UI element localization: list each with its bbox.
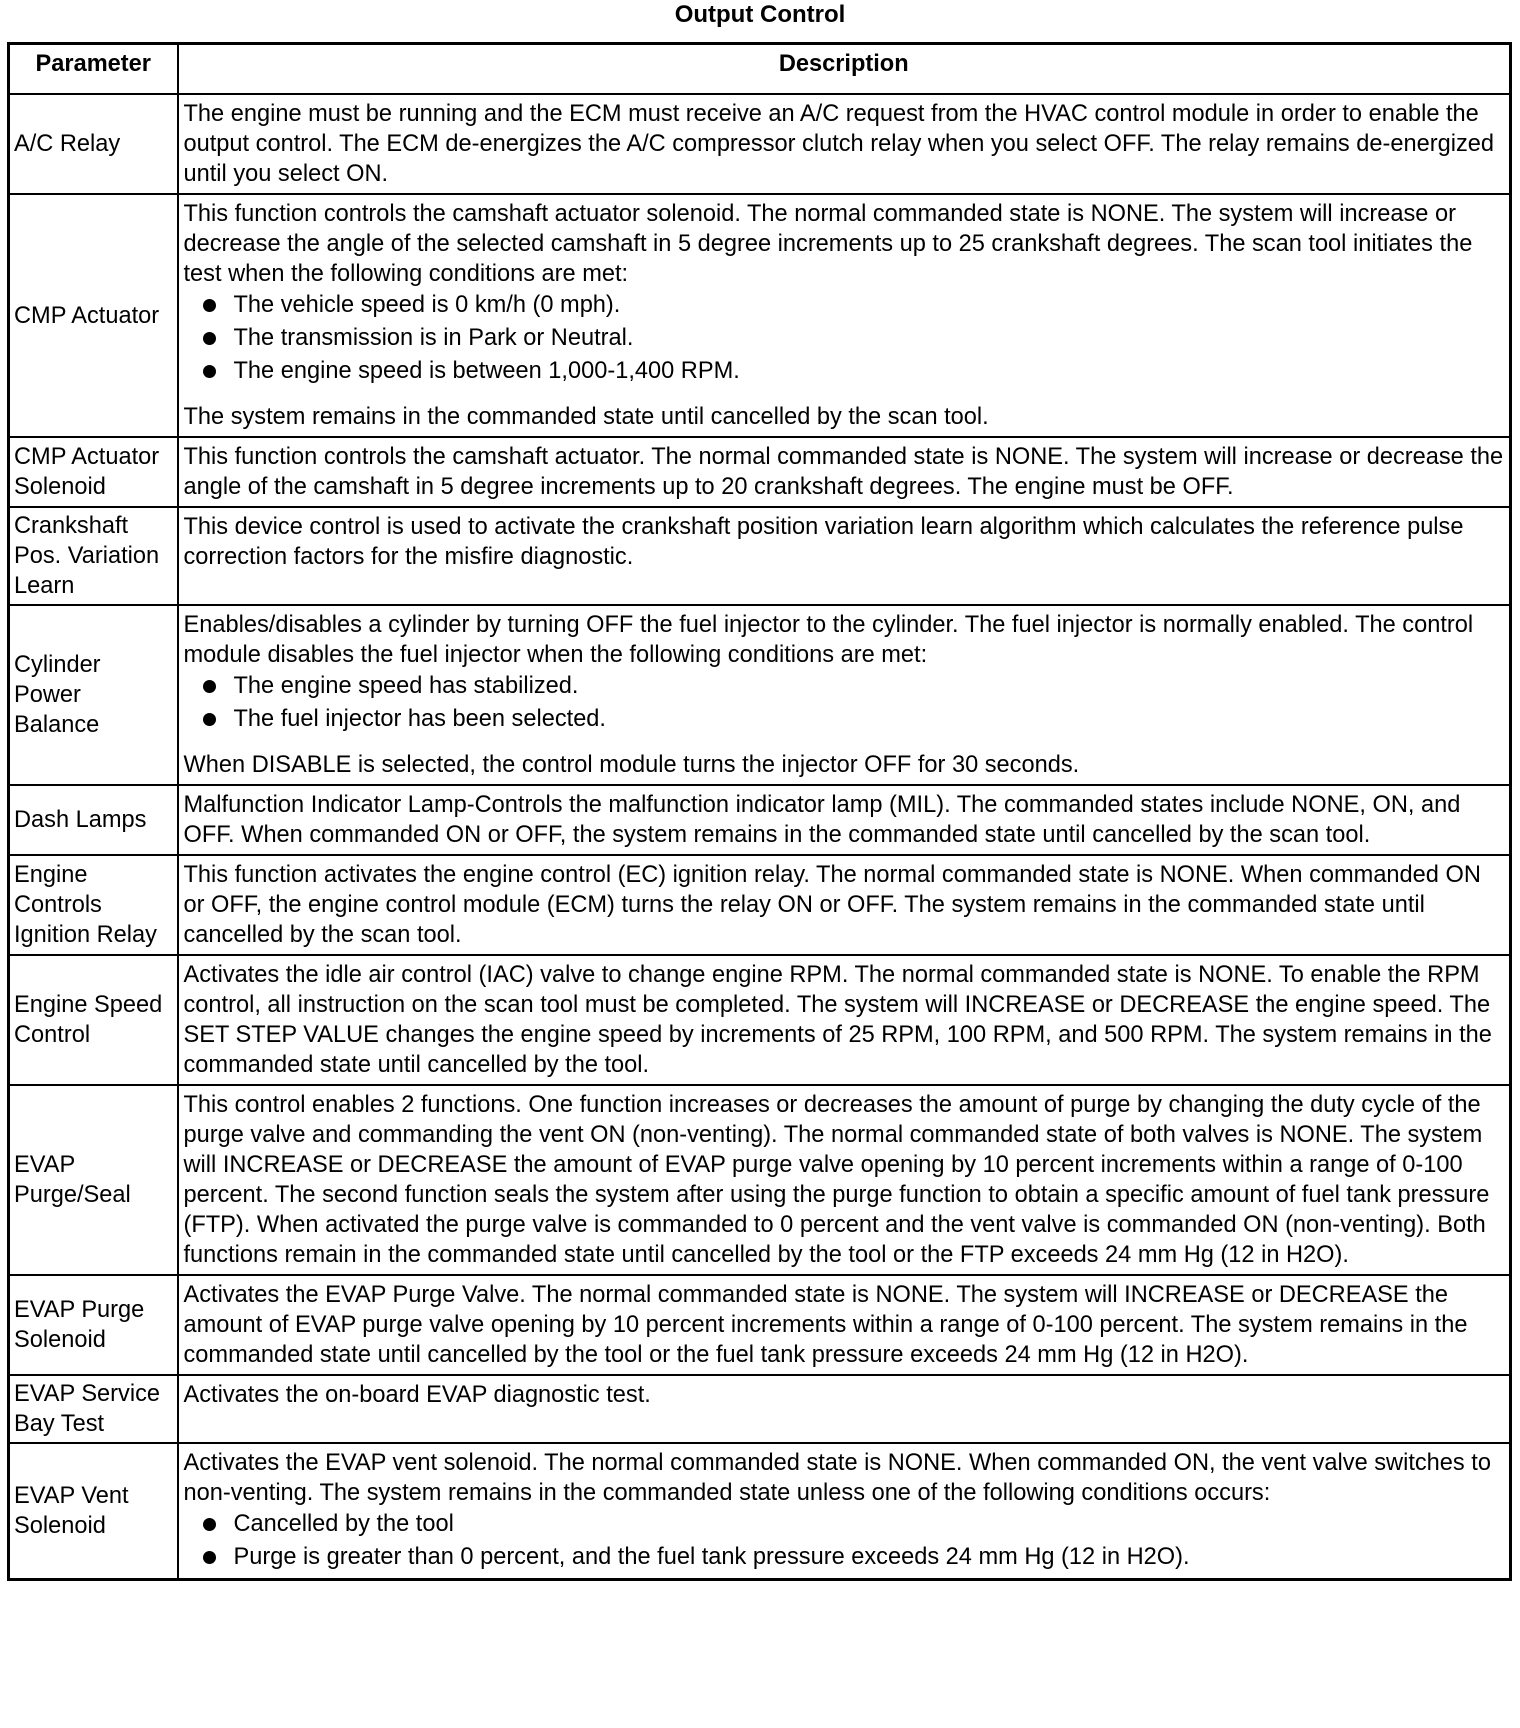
parameter-cell: Dash Lamps [9, 785, 178, 855]
table-row [9, 194, 1511, 437]
parameter-cell: CMP Actuator [9, 194, 178, 437]
list-item-text: The engine speed has stabilized. [233, 673, 579, 699]
description-text: This control enables 2 functions. One function increases or decreases the amount of purge by changing the duty cycle of the purge valve and commanding the vent ON (non-venting). The normal commanded state of both valves is NONE. The system will INCREASE or DECREASE the amount of EVAP purge valve opening by 10 percent increments within a range of 0-100 percent. The second function seals the system after using the purge function to obtain a specific amount of fuel tank pressure (FTP). When activated the purge valve is commanded to 0 percent and the vent valve is commanded ON (non-venting). Both functions remain in the commanded state until cancelled by the tool or the FTP exceeds 24 mm Hg (12 in H2O). [183, 1092, 1490, 1268]
description-text: This function controls the camshaft actuator solenoid. The normal commanded state is NONE. The system will increase or decrease the angle of the selected camshaft in 5 degree increments up to 25 crankshaft degrees. The scan tool initiates the test when the following conditions are met: [183, 201, 1473, 287]
list-item-text: Cancelled by the tool [233, 1511, 454, 1537]
description-text: This function activates the engine control (EC) ignition relay. The normal commanded state is NONE. When commanded ON or OFF, the engine control module (ECM) turns the relay ON or OFF. The system remains in the commanded state until cancelled by the scan tool. [183, 862, 1481, 948]
description-cell [178, 194, 1511, 437]
description-cell [178, 1085, 1511, 1275]
table-row [9, 437, 1511, 507]
list-item [184, 322, 1506, 355]
parameter-cell: CMP Actuator Solenoid [9, 437, 178, 507]
description-cell [178, 785, 1511, 855]
header-description: Description [178, 44, 1511, 95]
list-item-text: The vehicle speed is 0 km/h (0 mph). [233, 292, 621, 318]
description-cell [178, 605, 1511, 785]
description-followup-text: The system remains in the commanded state until cancelled by the scan tool. [183, 404, 989, 430]
condition-list [184, 1508, 1506, 1574]
list-item-text: The fuel injector has been selected. [233, 706, 606, 732]
description-cell [178, 855, 1511, 955]
table-row [9, 1443, 1511, 1580]
list-item [184, 1508, 1506, 1541]
bullet-icon [203, 299, 216, 312]
description-cell [178, 94, 1511, 194]
description-text: The engine must be running and the ECM must receive an A/C request from the HVAC control module in order to enable the output control. The ECM de-energizes the A/C compressor clutch relay when you select OFF. The relay remains de-energized until you select ON. [183, 101, 1495, 187]
list-item [184, 670, 1506, 703]
table-body [9, 94, 1511, 1580]
description-text: This device control is used to activate the crankshaft position variation learn algorithm which calculates the reference pulse correction factors for the misfire diagnostic. [183, 514, 1464, 570]
header-parameter: Parameter [9, 44, 178, 95]
list-item [184, 355, 1506, 388]
table-row [9, 1375, 1511, 1443]
condition-list [184, 670, 1506, 736]
list-item-text: The transmission is in Park or Neutral. [233, 325, 634, 351]
table-row [9, 605, 1511, 785]
table-row [9, 1275, 1511, 1375]
list-item [184, 289, 1506, 322]
list-item [184, 703, 1506, 736]
parameter-cell: EVAP Purge Solenoid [9, 1275, 178, 1375]
bullet-icon [203, 365, 216, 378]
table-header-row [9, 44, 1511, 95]
description-cell [178, 955, 1511, 1085]
parameter-cell: Cylinder Power Balance [9, 605, 178, 785]
parameter-cell: Crankshaft Pos. Variation Learn [9, 507, 178, 605]
output-control-table [7, 42, 1512, 1581]
list-item-text: The engine speed is between 1,000-1,400 RPM. [233, 358, 740, 384]
table-row [9, 507, 1511, 605]
bullet-icon [203, 332, 216, 345]
list-item-text: Purge is greater than 0 percent, and the fuel tank pressure exceeds 24 mm Hg (12 in H2O). [233, 1544, 1190, 1570]
list-item [184, 1541, 1506, 1574]
condition-list [184, 289, 1506, 388]
description-cell [178, 1443, 1511, 1580]
description-cell [178, 507, 1511, 605]
description-text: This function controls the camshaft actuator. The normal commanded state is NONE. The system will increase or decrease the angle of the camshaft in 5 degree increments up to 20 crankshaft degrees. The engine must be OFF. [183, 444, 1504, 500]
parameter-cell: EVAP Service Bay Test [9, 1375, 178, 1443]
table-row [9, 855, 1511, 955]
parameter-cell: Engine Speed Control [9, 955, 178, 1085]
table-title: Output Control [674, 1, 846, 28]
parameter-cell: A/C Relay [9, 94, 178, 194]
table-row [9, 1085, 1511, 1275]
description-text: Activates the on-board EVAP diagnostic test. [183, 1382, 651, 1408]
table-row [9, 955, 1511, 1085]
parameter-cell: Engine Controls Ignition Relay [9, 855, 178, 955]
description-text: Activates the EVAP vent solenoid. The normal commanded state is NONE. When commanded ON, the vent valve switches to non-venting. The system remains in the commanded state unless one of the following conditions occurs: [183, 1450, 1491, 1506]
description-text: Activates the idle air control (IAC) valve to change engine RPM. The normal commanded state is NONE. To enable the RPM control, all instruction on the scan tool must be completed. The system will INCREASE or DECREASE the engine speed. The SET STEP VALUE changes the engine speed by increments of 25 RPM, 100 RPM, and 500 RPM. The system remains in the commanded state until cancelled by the tool. [183, 962, 1492, 1078]
table-row [9, 94, 1511, 194]
bullet-icon [203, 713, 216, 726]
description-cell [178, 1275, 1511, 1375]
description-text: Activates the EVAP Purge Valve. The normal commanded state is NONE. The system will INCREASE or DECREASE the amount of EVAP purge valve opening by 10 percent increments within a range of 0-100 percent. The system remains in the commanded state until cancelled by the tool or the fuel tank pressure exceeds 24 mm Hg (12 in H2O). [183, 1282, 1468, 1368]
description-followup-text: When DISABLE is selected, the control module turns the injector OFF for 30 seconds. [183, 752, 1080, 778]
description-text: Enables/disables a cylinder by turning OFF the fuel injector to the cylinder. The fuel injector is normally enabled. The control module disables the fuel injector when the following conditions are met: [183, 612, 1474, 668]
bullet-icon [203, 1551, 216, 1564]
description-text: Malfunction Indicator Lamp-Controls the malfunction indicator lamp (MIL). The commanded states include NONE, ON, and OFF. When commanded ON or OFF, the system remains in the commanded state until cancelled by the scan tool. [183, 792, 1461, 848]
description-cell [178, 437, 1511, 507]
bullet-icon [203, 680, 216, 693]
bullet-icon [203, 1518, 216, 1531]
table-row [9, 785, 1511, 855]
parameter-cell: EVAP Vent Solenoid [9, 1443, 178, 1580]
description-cell [178, 1375, 1511, 1443]
parameter-cell: EVAP Purge/Seal [9, 1085, 178, 1275]
